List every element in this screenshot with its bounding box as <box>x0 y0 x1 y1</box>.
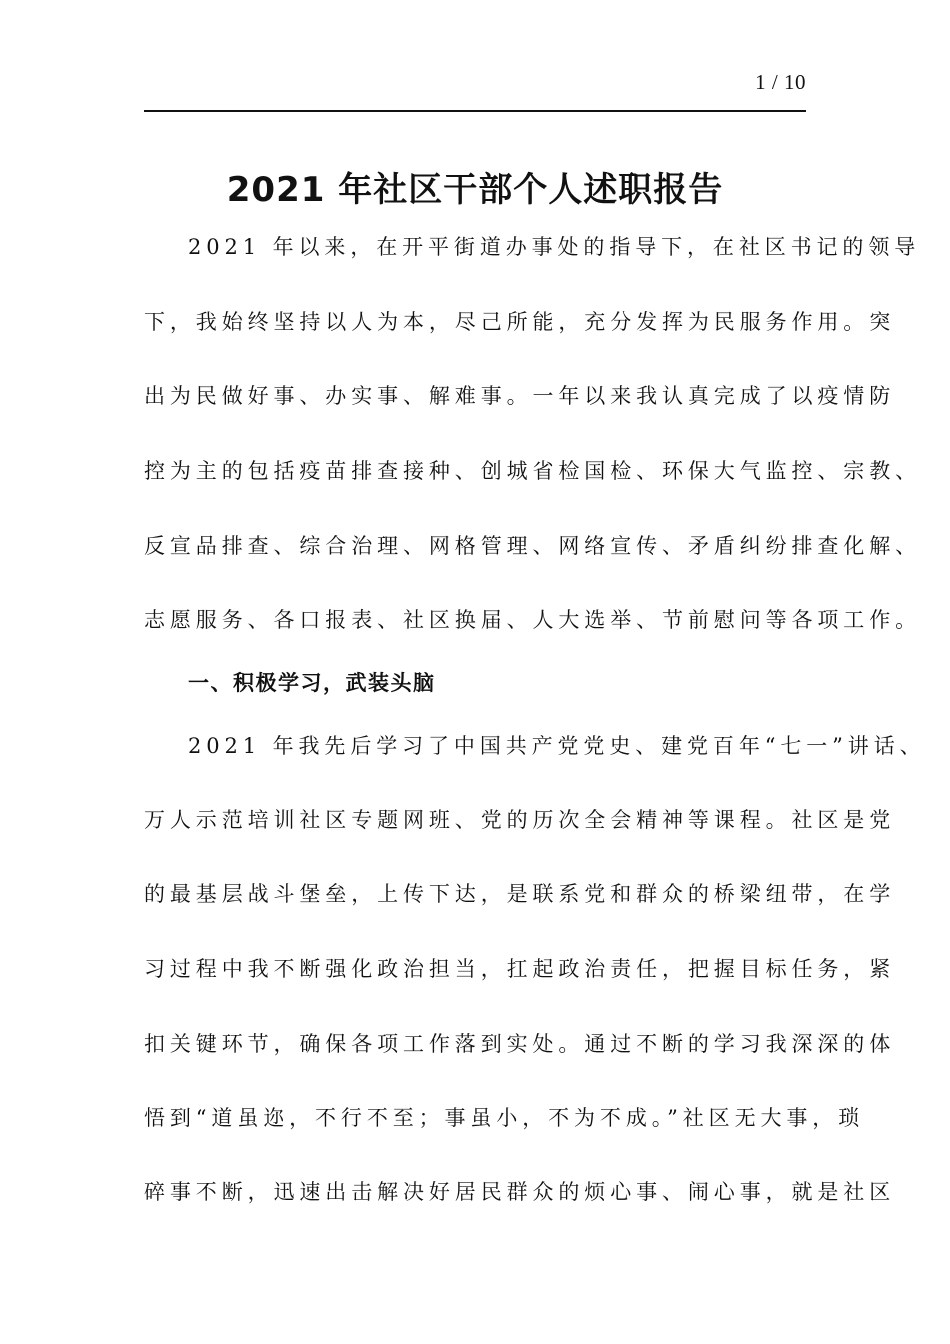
paragraph-line: 出为民做好事、办实事、解难事。一年以来我认真完成了以疫情防 <box>144 384 896 408</box>
page-number: 1 / 10 <box>755 70 806 94</box>
paragraph-line: 万人示范培训社区专题网班、党的历次全会精神等课程。社区是党 <box>144 808 896 832</box>
paragraph-line: 碎事不断，迅速出击解决好居民群众的烦心事、闹心事，就是社区 <box>144 1180 896 1204</box>
section-heading: 一、积极学习，武装头脑 <box>188 671 436 695</box>
header-rule <box>144 110 806 112</box>
document-title: 2021 年社区干部个人述职报告 <box>226 170 724 210</box>
paragraph-line: 2021 年我先后学习了中国共产党党史、建党百年“七一”讲话、 <box>188 734 926 758</box>
paragraph-line: 控为主的包括疫苗排查接种、创城省检国检、环保大气监控、宗教、 <box>144 459 921 483</box>
paragraph-line: 的最基层战斗堡垒，上传下达，是联系党和群众的桥梁纽带，在学 <box>144 882 896 906</box>
paragraph-line: 扣关键环节，确保各项工作落到实处。通过不断的学习我深深的体 <box>144 1032 896 1056</box>
paragraph-line: 2021 年以来，在开平街道办事处的指导下，在社区书记的领导 <box>188 235 921 259</box>
paragraph-line: 习过程中我不断强化政治担当，扛起政治责任，把握目标任务，紧 <box>144 957 896 981</box>
paragraph-line: 悟到“道虽迩，不行不至；事虽小，不为不成。”社区无大事，琐 <box>144 1106 865 1130</box>
paragraph-line: 志愿服务、各口报表、社区换届、人大选举、节前慰问等各项工作。 <box>144 608 921 632</box>
paragraph-line: 反宣品排查、综合治理、网格管理、网络宣传、矛盾纠纷排查化解、 <box>144 534 921 558</box>
paragraph-line: 下，我始终坚持以人为本，尽己所能，充分发挥为民服务作用。突 <box>144 310 896 334</box>
